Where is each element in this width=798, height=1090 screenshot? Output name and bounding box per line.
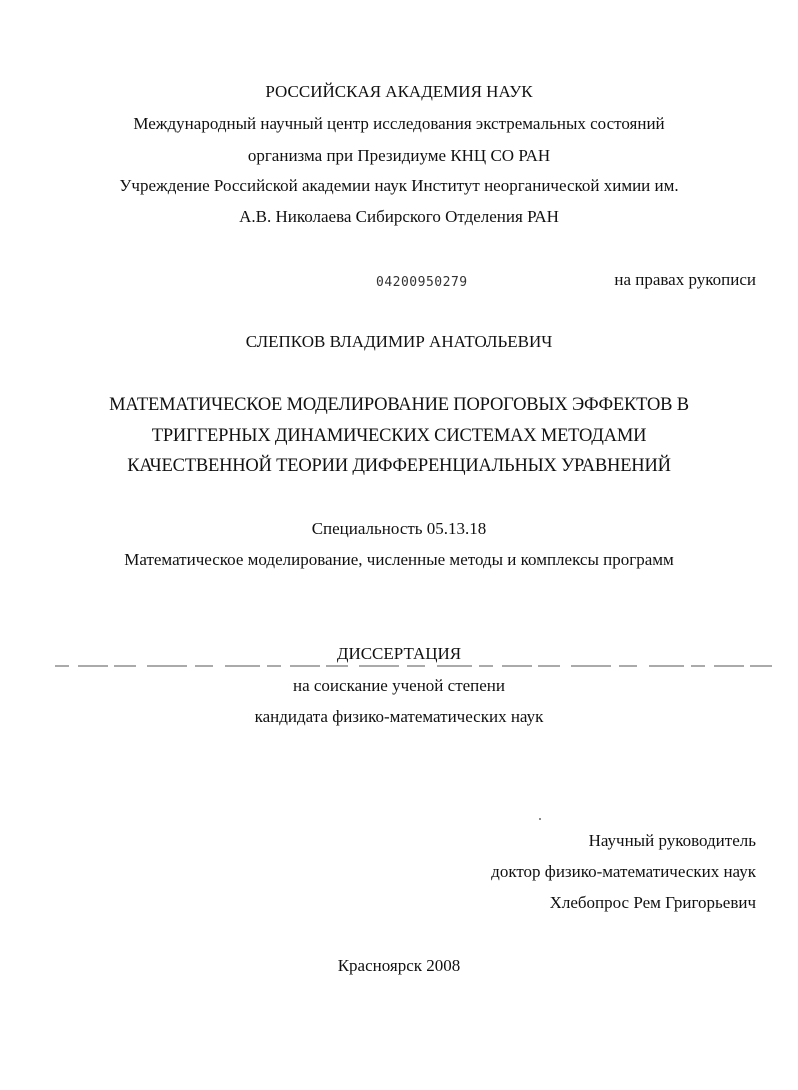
research-center-line-1: Международный научный центр исследования экстремальных состояний xyxy=(133,114,665,133)
thesis-title-line-1: МАТЕМАТИЧЕСКОЕ МОДЕЛИРОВАНИЕ ПОРОГОВЫХ ЭФФЕКТОВ В xyxy=(109,395,689,415)
supervisor-degree: доктор физико-математических наук xyxy=(491,862,756,881)
specialty-name: Математическое моделирование, численные методы и комплексы программ xyxy=(124,550,674,569)
degree-name: кандидата физико-математических наук xyxy=(254,707,544,726)
thesis-title-line-3: КАЧЕСТВЕННОЙ ТЕОРИИ ДИФФЕРЕНЦИАЛЬНЫХ УРАВНЕНИЙ xyxy=(127,456,671,476)
institute-line-2: А.В. Николаева Сибирского Отделения РАН xyxy=(239,207,559,226)
registration-stamp-number: 04200950279 xyxy=(376,275,468,290)
research-center-line-2: организма при Президиуме КНЦ СО РАН xyxy=(247,146,551,165)
supervisor-name: Хлебопрос Рем Григорьевич xyxy=(549,893,756,912)
supervisor-role: Научный руководитель xyxy=(588,831,756,850)
academy-name: РОССИЙСКАЯ АКАДЕМИЯ НАУК xyxy=(265,82,533,101)
thesis-title-line-2: ТРИГГЕРНЫХ ДИНАМИЧЕСКИХ СИСТЕМАХ МЕТОДАМИ xyxy=(151,426,647,446)
scan-dashed-rule xyxy=(55,665,775,667)
place-and-year: Красноярск 2008 xyxy=(337,956,461,975)
institute-line-1: Учреждение Российской академии наук Институт неорганической химии им. xyxy=(119,176,679,195)
dissertation-label: ДИССЕРТАЦИЯ xyxy=(336,644,462,663)
specialty-code: Специальность 05.13.18 xyxy=(311,519,487,538)
rights-note: на правах рукописи xyxy=(614,270,756,289)
author-name: СЛЕПКОВ ВЛАДИМИР АНАТОЛЬЕВИЧ xyxy=(245,332,553,351)
scan-speck xyxy=(539,818,541,820)
degree-purpose: на соискание ученой степени xyxy=(292,676,506,695)
